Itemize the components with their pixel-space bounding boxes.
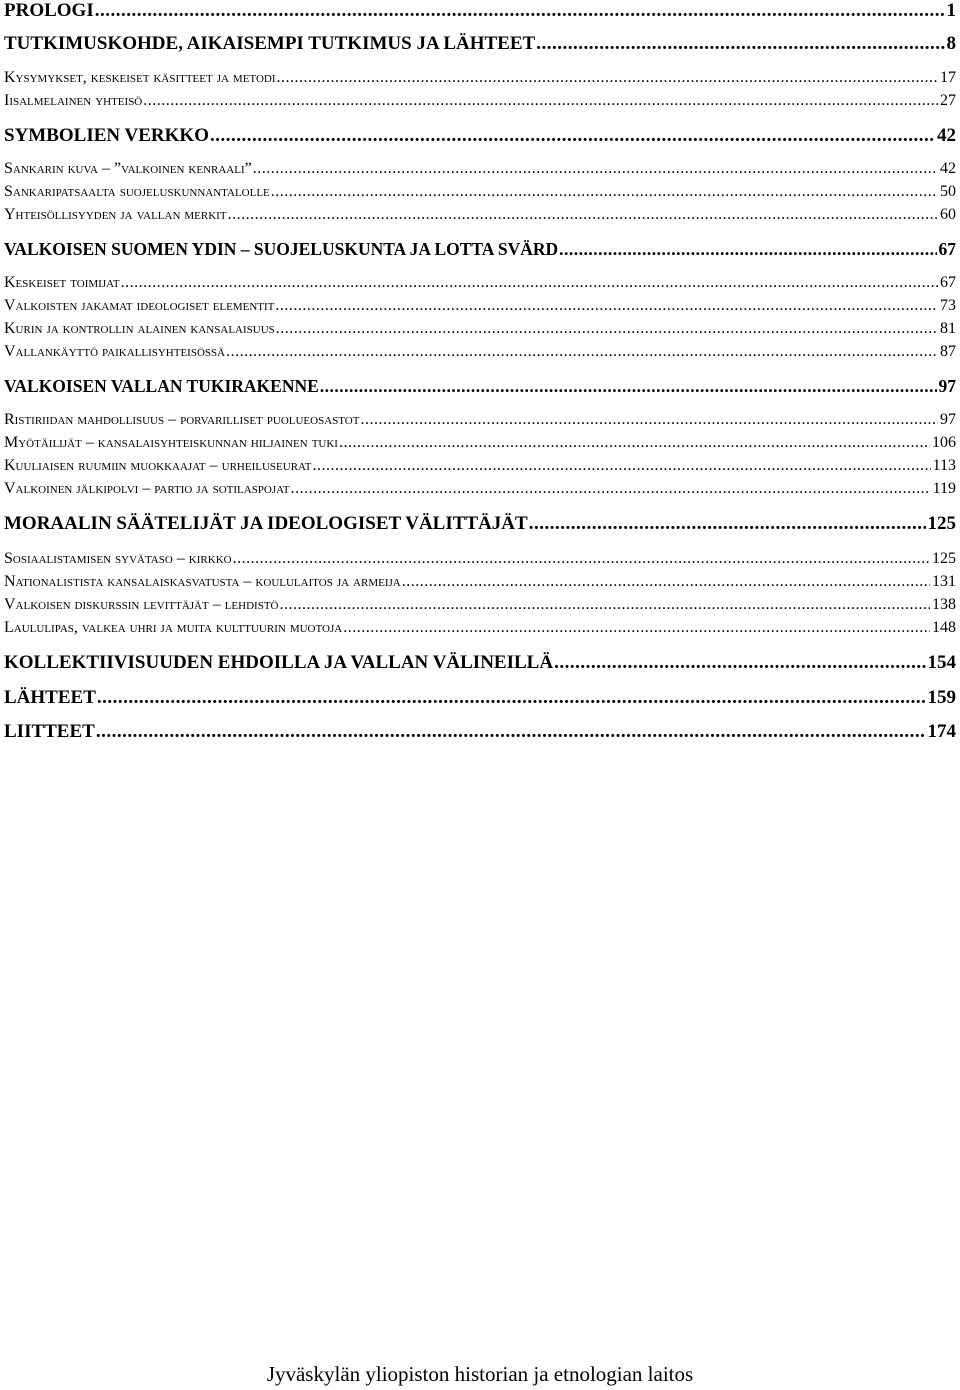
toc-entry-page: 119 xyxy=(932,480,956,497)
toc-entry-title: Kurin ja kontrollin alainen kansalaisuus xyxy=(4,320,275,337)
toc-entry[interactable] xyxy=(4,513,956,537)
toc-entry[interactable] xyxy=(4,573,956,595)
toc-entry[interactable] xyxy=(4,125,956,149)
toc-entry-page: 174 xyxy=(927,721,956,742)
toc-entry-title: Vallankäyttö paikallisyhteisössä xyxy=(4,343,226,360)
toc-entry[interactable] xyxy=(4,596,956,618)
toc-entry-title: LÄHTEET xyxy=(4,687,96,708)
toc-entry-page: 125 xyxy=(932,550,956,567)
toc-entry[interactable] xyxy=(4,411,956,433)
toc-entry-title: Valkoinen jälkipolvi – partio ja sotilaspojat xyxy=(4,480,290,497)
toc-entry-page: 81 xyxy=(940,320,956,337)
toc-leader-dots xyxy=(291,480,931,498)
toc-entry-title: Keskeiset toimijat xyxy=(4,274,120,291)
toc-leader-dots xyxy=(360,411,938,429)
toc-leader-dots xyxy=(210,125,935,147)
toc-entry-page: 97 xyxy=(938,376,956,396)
toc-entry-page: 17 xyxy=(940,69,956,86)
toc-leader-dots xyxy=(536,33,944,55)
toc-entry-page: 73 xyxy=(940,297,956,314)
toc-entry-title: Myötäilijät – kansalaisyhteiskunnan hiljainen tuki xyxy=(4,434,338,451)
toc-entry-page: 87 xyxy=(940,343,956,360)
toc-entry[interactable] xyxy=(4,297,956,319)
toc-entry-page: 138 xyxy=(932,596,956,613)
toc-leader-dots xyxy=(233,550,930,568)
toc-leader-dots xyxy=(276,320,938,338)
toc-entry[interactable] xyxy=(4,457,956,479)
toc-leader-dots xyxy=(277,69,938,87)
toc-entry-title: SYMBOLIEN VERKKO xyxy=(4,125,209,146)
toc-entry-page: 131 xyxy=(932,573,956,590)
toc-entry-page: 60 xyxy=(940,206,956,223)
toc-leader-dots xyxy=(121,274,938,292)
toc-entry-title: Kysymykset, keskeiset käsitteet ja metodi xyxy=(4,69,276,86)
toc-leader-dots xyxy=(402,573,930,591)
toc-entry[interactable] xyxy=(4,206,956,228)
toc-entry-page: 50 xyxy=(940,183,956,200)
toc-entry-page: 113 xyxy=(932,457,956,474)
toc-entry[interactable] xyxy=(4,183,956,205)
toc-leader-dots xyxy=(271,183,938,201)
toc-entry[interactable] xyxy=(4,0,956,24)
toc-entry[interactable] xyxy=(4,239,956,263)
toc-leader-dots xyxy=(97,687,926,709)
toc-entry-title: TUTKIMUSKOHDE, AIKAISEMPI TUTKIMUS JA LÄHTEET xyxy=(4,33,536,54)
toc-entry-title: Valkoisen diskurssin levittäjät – lehdistö xyxy=(4,596,279,613)
toc-leader-dots xyxy=(529,513,926,535)
toc-leader-dots xyxy=(228,206,938,224)
toc-entry-title: Iisalmelainen yhteisö xyxy=(4,92,143,109)
toc-entry-title: Laululipas, valkea uhri ja muita kulttuurin muotoja xyxy=(4,619,343,636)
toc-leader-dots xyxy=(339,434,930,452)
toc-entry-page: 42 xyxy=(940,160,956,177)
toc-leader-dots xyxy=(275,297,938,315)
toc-entry-title: MORAALIN SÄÄTELIJÄT JA IDEOLOGISET VÄLITTÄJÄT xyxy=(4,513,528,534)
toc-entry[interactable] xyxy=(4,619,956,641)
toc-entry[interactable] xyxy=(4,160,956,182)
toc-entry-title: Kuuliaisen ruumiin muokkaajat – urheiluseurat xyxy=(4,457,312,474)
toc-entry[interactable] xyxy=(4,320,956,342)
toc-entry-title: VALKOISEN VALLAN TUKIRAKENNE xyxy=(4,376,319,396)
toc-entry[interactable] xyxy=(4,687,956,711)
toc-entry-title: KOLLEKTIIVISUUDEN EHDOILLA JA VALLAN VÄLINEILLÄ xyxy=(4,652,554,673)
toc-entry-page: 106 xyxy=(932,434,956,451)
toc-entry[interactable] xyxy=(4,480,956,502)
toc-entry-title: Sankaripatsaalta suojeluskunnantalolle xyxy=(4,183,270,200)
toc-entry-title: Yhteisöllisyyden ja vallan merkit xyxy=(4,206,227,223)
toc-entry[interactable] xyxy=(4,69,956,91)
toc-entry-title: Ristiriidan mahdollisuus – porvarilliset puolueosastot xyxy=(4,411,360,428)
toc-leader-dots xyxy=(253,160,938,178)
toc-entry-title: Sosiaalistamisen syvätaso – kirkko xyxy=(4,550,232,567)
toc-entry-page: 8 xyxy=(946,33,956,54)
toc-leader-dots xyxy=(554,652,925,674)
toc-entry-page: 67 xyxy=(938,239,956,259)
toc-leader-dots xyxy=(226,343,938,361)
toc-entry-title: VALKOISEN SUOMEN YDIN – SUOJELUSKUNTA JA LOTTA SVÄRD xyxy=(4,239,559,259)
toc-leader-dots xyxy=(96,721,926,743)
toc-entry-title: Sankarin kuva – ”valkoinen kenraali” xyxy=(4,160,252,177)
toc-entry-page: 148 xyxy=(932,619,956,636)
toc-entry-title: PROLOGI xyxy=(4,0,94,21)
toc-entry[interactable] xyxy=(4,434,956,456)
toc-entry[interactable] xyxy=(4,343,956,365)
toc-entry-title: Valkoisten jakamat ideologiset elementit xyxy=(4,297,275,314)
toc-entry-page: 42 xyxy=(937,125,956,146)
toc-entry-page: 67 xyxy=(940,274,956,291)
toc-entry-page: 159 xyxy=(927,687,956,708)
toc-leader-dots xyxy=(279,596,930,614)
toc-entry[interactable] xyxy=(4,721,956,745)
toc-entry-page: 27 xyxy=(940,92,956,109)
toc-leader-dots xyxy=(143,92,938,110)
toc-leader-dots xyxy=(343,619,930,637)
toc-leader-dots xyxy=(320,376,937,397)
toc-entry[interactable] xyxy=(4,550,956,572)
page-footer: Jyväskylän yliopiston historian ja etnologian laitos xyxy=(266,1362,694,1386)
toc-entry[interactable] xyxy=(4,274,956,296)
toc-leader-dots xyxy=(95,0,945,22)
toc-entry-title: LIITTEET xyxy=(4,721,95,742)
toc-entry-page: 1 xyxy=(946,0,956,21)
toc-entry-page: 125 xyxy=(927,513,956,534)
toc-entry[interactable] xyxy=(4,376,956,400)
toc-entry[interactable] xyxy=(4,92,956,114)
toc-entry-title: Nationalistista kansalaiskasvatusta – koululaitos ja armeija xyxy=(4,573,401,590)
toc-entry[interactable] xyxy=(4,33,956,57)
toc-entry-page: 154 xyxy=(927,652,956,673)
toc-entry[interactable] xyxy=(4,652,956,676)
toc-entry-page: 97 xyxy=(940,411,956,428)
toc-leader-dots xyxy=(313,457,931,475)
toc-leader-dots xyxy=(559,239,936,260)
